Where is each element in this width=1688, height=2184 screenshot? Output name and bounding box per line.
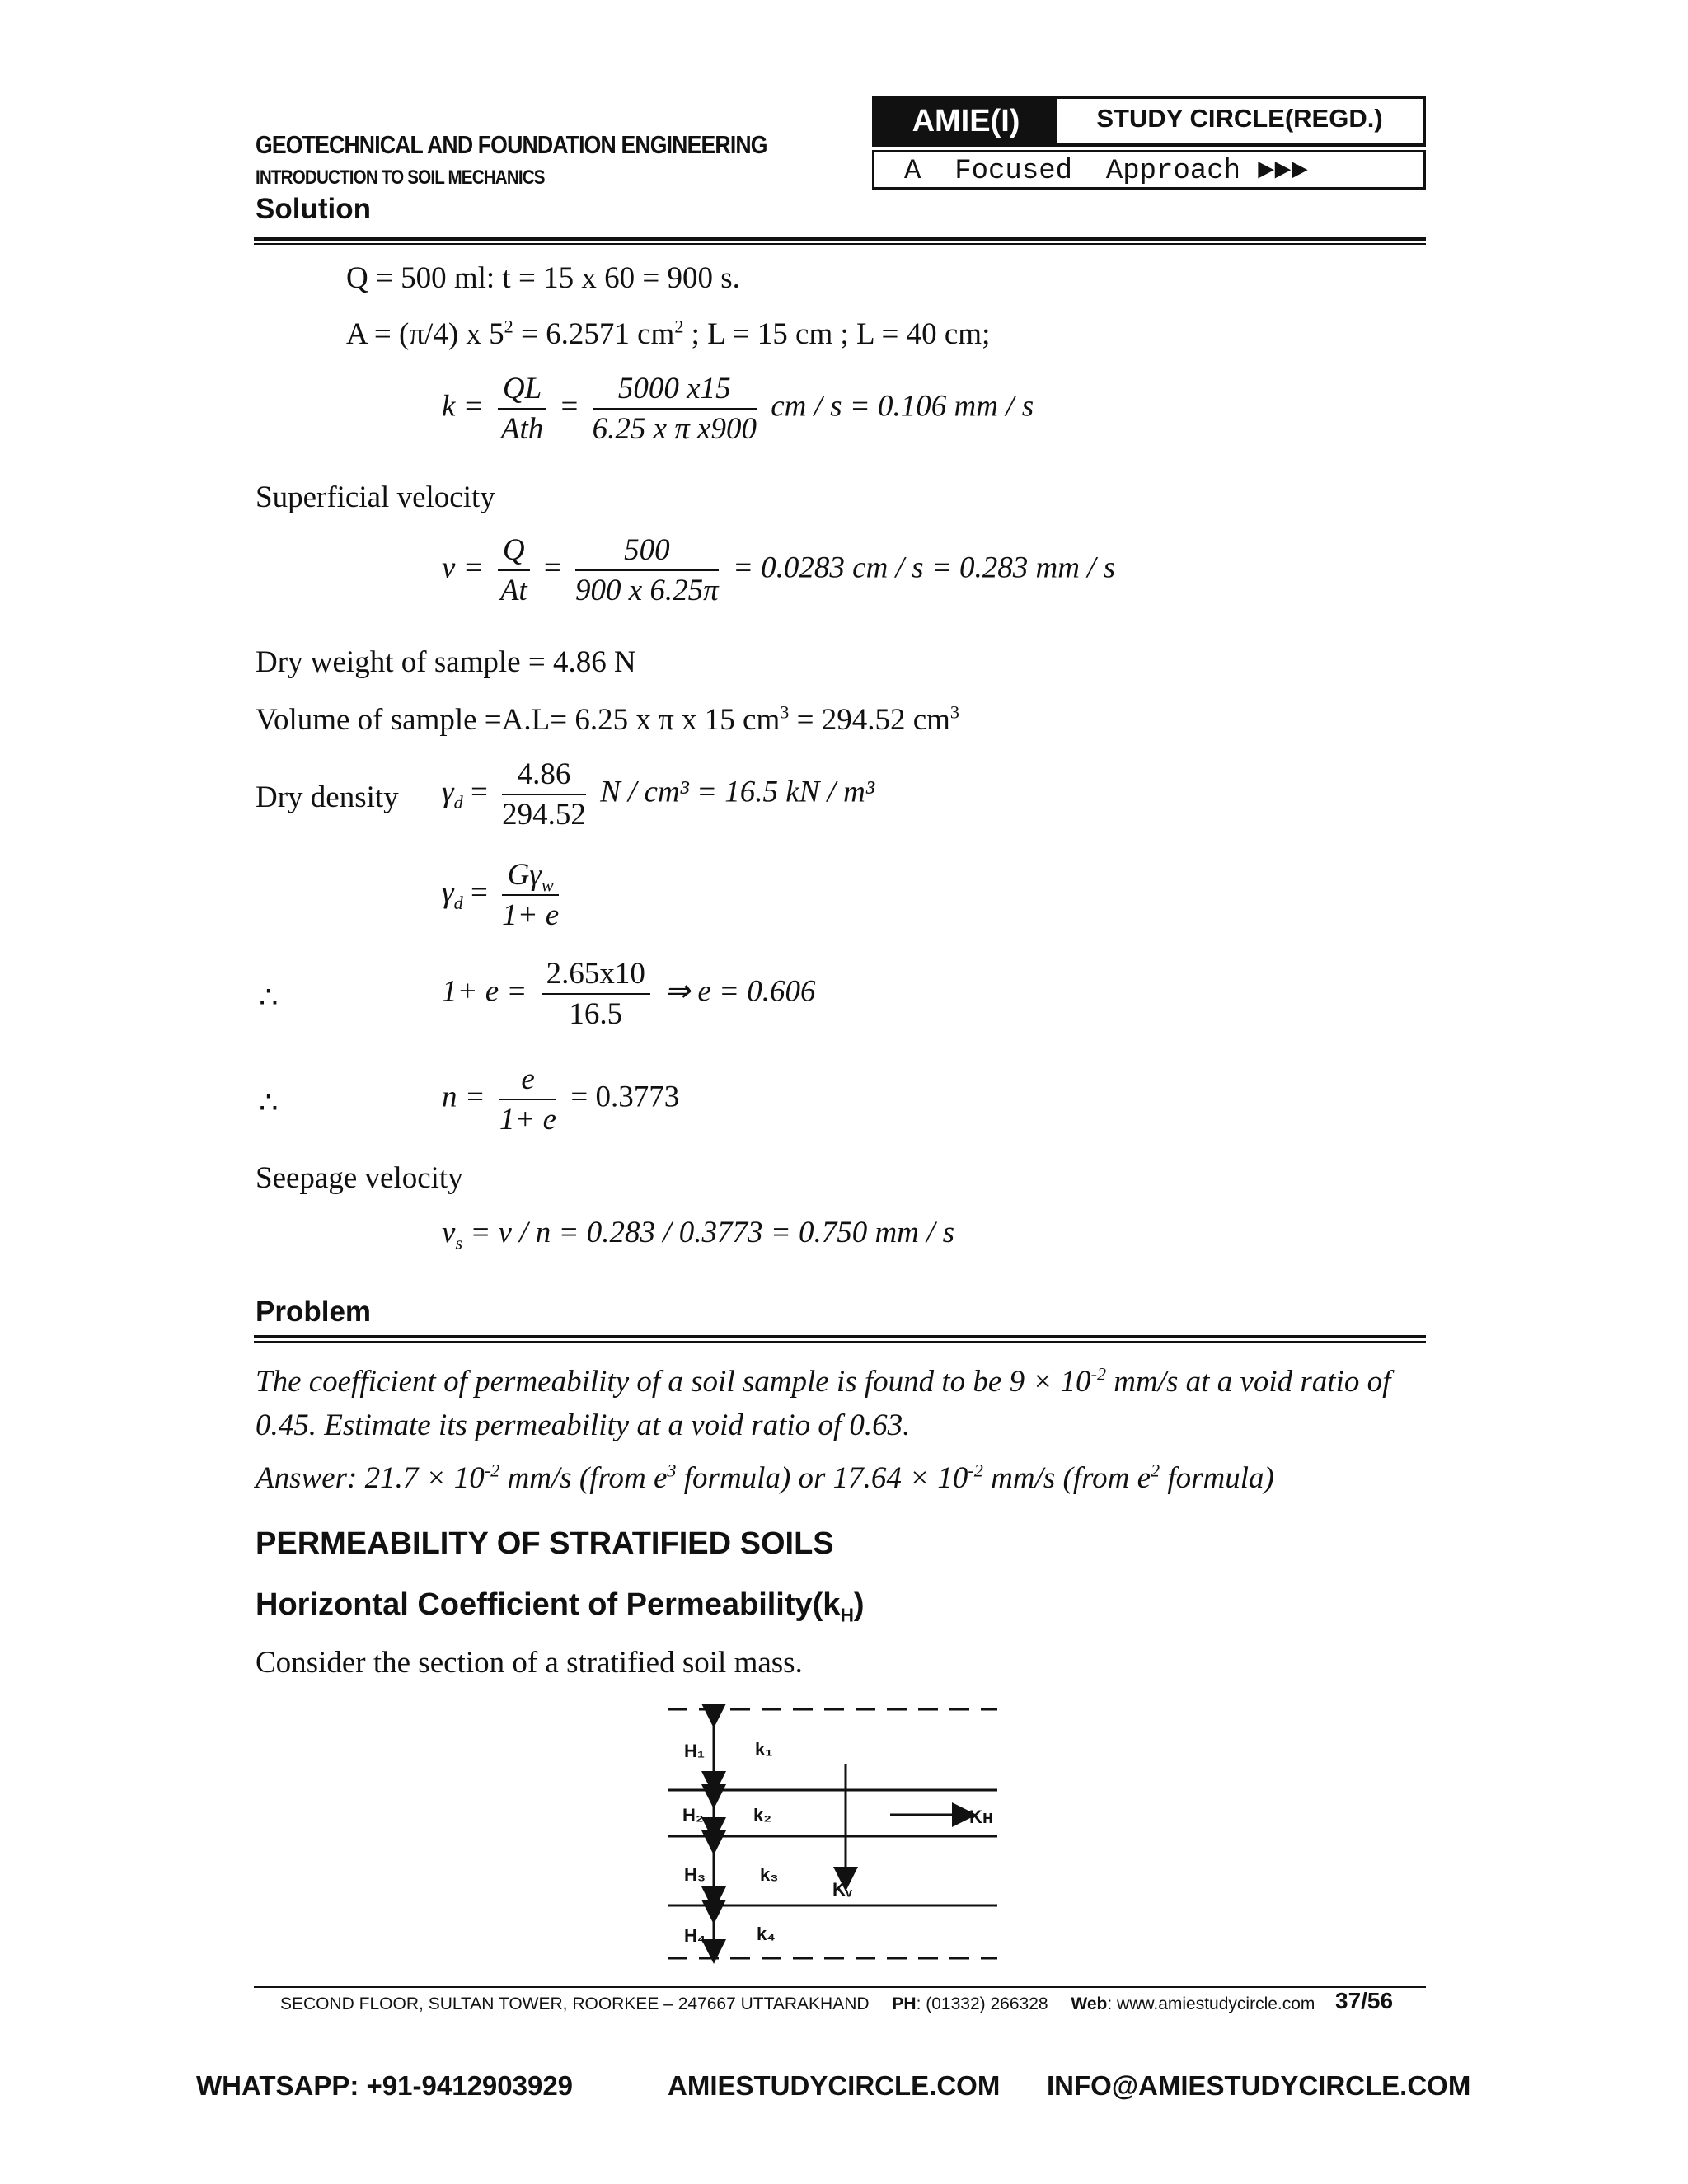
- equation-seepage-velocity: $v_s = v / n = 0.283 / 0.3773 = 0.750$ mm / s: [442, 1216, 955, 1254]
- footer-phone-label: PH: [892, 1994, 917, 2013]
- problem-rule-thin: [254, 1341, 1426, 1343]
- footer-address: SECOND FLOOR, SULTAN TOWER, ROORKEE – 247667 UTTARAKHAND: [280, 1994, 870, 2013]
- label-k4: k₄: [757, 1924, 776, 1944]
- tagline-box: [872, 150, 1426, 190]
- footer-address-line: [280, 1994, 1315, 2014]
- solution-line-2: A = (π/4) x $5^2 = 6.2571$ $cm^2$ ; L = 15 cm ; L = 40 cm;: [346, 316, 991, 351]
- therefore-symbol-2: ∴: [259, 1086, 279, 1120]
- problem-text: [256, 1360, 1434, 1447]
- equation-void-ratio: 1+ e = $\frac{2.65x10}{16.5}$ ⇒ e = 0.606: [442, 957, 816, 1031]
- horizontal-permeability-heading: Horizontal Coefficient of $Permeability(k_H)$: [256, 1587, 865, 1626]
- footer-web-label: Web: [1071, 1994, 1108, 2013]
- section-label: Solution: [256, 193, 371, 225]
- whatsapp-contact[interactable]: WHATSAPP: +91-9412903929: [196, 2070, 574, 2101]
- brand-amie: AMIE(I): [875, 99, 1057, 143]
- chapter-title: INTRODUCTION TO SOIL MECHANICS: [256, 166, 545, 189]
- therefore-symbol-1: ∴: [259, 981, 279, 1015]
- footer-phone: : (01332) 266328: [916, 1994, 1048, 2013]
- equation-porosity: n = $\frac{e}{1+ e}$ = 0.3773: [442, 1062, 680, 1137]
- problem-heading: Problem: [256, 1296, 372, 1328]
- label-k3: k₃: [760, 1864, 779, 1885]
- equation-dry-density: $\gamma_d$ = $\frac{4.86}{294.52}$ N / cm³ = 16.5 kN / m³: [442, 757, 874, 832]
- email-link[interactable]: INFO@AMIESTUDYCIRCLE.COM: [1047, 2070, 1471, 2101]
- problem-text-line-1: The coefficient of permeability of a soil sample is found to be $9 \times 10^{-2}$ mm/s at a void ratio of: [256, 1363, 1391, 1399]
- equation-k: k = $\frac{QL}{\text{Ath}}$ = $\frac{5000 x15}{\text{6.25 x π x900}}$ cm / s = 0.106 mm / s: [442, 372, 1034, 446]
- stratified-intro: Consider the section of a stratified soil mass.: [256, 1646, 803, 1680]
- course-title: GEOTECHNICAL AND FOUNDATION ENGINEERING: [256, 130, 767, 159]
- label-h3: H₃: [684, 1864, 706, 1885]
- seepage-velocity-label: Seepage velocity: [256, 1161, 463, 1195]
- page-number: 37/56: [1335, 1988, 1394, 2013]
- footer-rule: [254, 1986, 1426, 1988]
- label-kv: Kᵥ: [832, 1879, 852, 1900]
- brand-box: [872, 96, 1426, 147]
- stratified-soils-heading: PERMEABILITY OF STRATIFIED SOILS: [256, 1526, 834, 1561]
- solution-line-1: Q = 500 ml: t = 15 x 60 = 900 s.: [346, 261, 740, 295]
- equation-v: v = $\frac{Q}{At}$ = $\frac{500}{900 x 6.25\pi}$ = 0.0283 cm / s = 0.283 mm / s: [442, 533, 1116, 607]
- dry-weight-line: Dry weight of sample = 4.86 N: [256, 645, 636, 679]
- superficial-velocity-label: Superficial velocity: [256, 480, 495, 514]
- volume-line: Volume of sample =A.L= 6.25 x π x 15 $cm^3 = 294.52$ $cm^3$: [256, 701, 960, 737]
- label-k2: k₂: [753, 1805, 772, 1825]
- header-rule-thin: [254, 243, 1426, 245]
- footer-web-link[interactable]: : www.amiestudycircle.com: [1107, 1994, 1315, 2013]
- problem-rule-thick: [254, 1335, 1426, 1338]
- tagline: A Focused Approach ►►►: [904, 156, 1308, 187]
- brand-study-circle: STUDY CIRCLE(REGD.): [1096, 104, 1383, 133]
- header-rule-thick: [254, 237, 1426, 241]
- label-h2: H₂: [682, 1805, 704, 1825]
- site-link[interactable]: AMIESTUDYCIRCLE.COM: [668, 2070, 1001, 2101]
- problem-answer: Answer: $21.7 \times 10^{-2}$ mm/s (from $e^3$ formula) or $17.64 \times 10^{-2}$ mm/s (from $e^2$ formula): [256, 1460, 1274, 1495]
- label-k1: k₁: [755, 1739, 773, 1760]
- label-kh: Kʜ: [969, 1807, 994, 1827]
- label-h4: H₄: [684, 1925, 706, 1946]
- dry-density-label: Dry density: [256, 780, 399, 814]
- label-h1: H₁: [684, 1741, 705, 1761]
- equation-dry-density-general: $\gamma_d$ = $\frac{G\gamma_w}{1+ e}$: [442, 858, 560, 932]
- problem-text-line-2: 0.45. Estimate its permeability at a void ratio of 0.63.: [256, 1408, 911, 1442]
- stratified-soil-figure: [668, 1698, 1014, 1970]
